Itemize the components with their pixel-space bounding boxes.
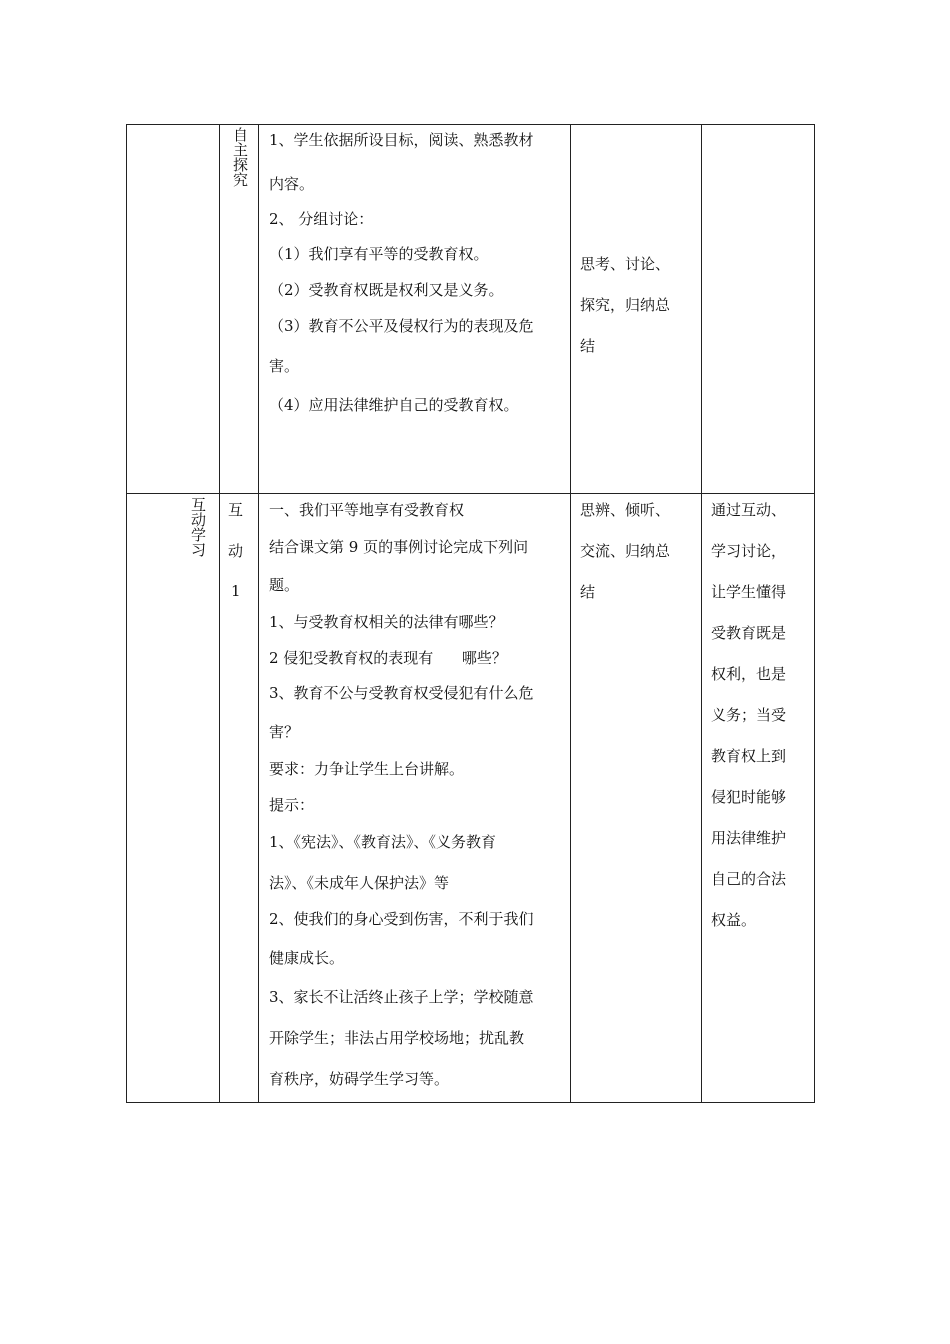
row-divider xyxy=(127,493,814,494)
column-divider-1 xyxy=(219,125,220,1102)
row2-content-line: 一、我们平等地享有受教育权 xyxy=(269,501,465,519)
row2-sub-line: 动 xyxy=(228,542,244,560)
row1-method-text: 自主探究 xyxy=(231,127,249,187)
row2-sub-line: 1 xyxy=(231,582,241,600)
column-divider-2 xyxy=(258,125,259,1102)
row2-content-line: 育秩序，妨碍学生学习等。 xyxy=(269,1070,450,1088)
row2-activity-line: 思辨、倾听、 xyxy=(580,501,671,519)
row1-content-line: （4）应用法律维护自己的受教育权。 xyxy=(269,396,519,414)
column-divider-3 xyxy=(570,125,571,1102)
row2-intent-line: 受教育既是 xyxy=(711,624,787,642)
row1-content-line: 内容。 xyxy=(269,175,315,193)
row2-content-line: 开除学生；非法占用学校场地；扰乱教 xyxy=(269,1029,525,1047)
row2-content-line: 3、教育不公与受教育权受侵犯有什么危 xyxy=(269,684,534,702)
row1-content-line: 1、学生依据所设目标，阅读、熟悉教材 xyxy=(269,131,534,149)
row2-intent-line: 自己的合法 xyxy=(711,870,787,888)
column-divider-4 xyxy=(701,125,702,1102)
lesson-plan-table xyxy=(126,124,815,1103)
row1-content-line: 2、 分组讨论： xyxy=(269,210,374,228)
row2-intent-line: 让学生懂得 xyxy=(711,583,787,601)
row2-intent-line: 权益。 xyxy=(711,911,757,929)
row1-activity-line: 探究，归纳总 xyxy=(580,296,671,314)
row2-content-line: 害？ xyxy=(269,723,300,741)
row1-content-line: （3）教育不公平及侵权行为的表现及危 xyxy=(269,317,534,335)
row1-method-cell xyxy=(231,127,249,187)
row2-stage-text: 互动学习 xyxy=(189,497,207,557)
row2-content-line: 法》、《未成年人保护法》等 xyxy=(269,874,450,892)
row2-sub-line: 互 xyxy=(228,501,244,519)
row2-intent-line: 通过互动、 xyxy=(711,501,787,519)
row1-content-line: （2）受教育权既是权利又是义务。 xyxy=(269,281,504,299)
row2-content-line: 要求：力争让学生上台讲解。 xyxy=(269,760,465,778)
row2-intent-line: 教育权上到 xyxy=(711,747,787,765)
row2-content-line: 2 侵犯受教育权的表现有 哪些？ xyxy=(269,649,507,667)
row2-intent-line: 权利，也是 xyxy=(711,665,787,683)
row2-content-line: 3、家长不让活终止孩子上学；学校随意 xyxy=(269,988,534,1006)
row2-intent-line: 侵犯时能够 xyxy=(711,788,787,806)
row2-content-line: 1、《宪法》、《教育法》、《义务教育 xyxy=(269,833,497,851)
row2-stage-cell xyxy=(189,497,207,557)
row1-activity-line: 结 xyxy=(580,337,596,355)
row2-activity-line: 结 xyxy=(580,583,596,601)
row2-activity-line: 交流、归纳总 xyxy=(580,542,671,560)
row2-content-line: 题。 xyxy=(269,576,300,594)
row2-intent-line: 义务；当受 xyxy=(711,706,787,724)
row1-content-line: 害。 xyxy=(269,357,300,375)
row2-intent-line: 用法律维护 xyxy=(711,829,787,847)
row2-content-line: 2、使我们的身心受到伤害，不利于我们 xyxy=(269,910,534,928)
row2-content-line: 结合课文第 9 页的事例讨论完成下列问 xyxy=(269,538,529,556)
row2-content-line: 1、与受教育权相关的法律有哪些？ xyxy=(269,613,504,631)
row2-content-line: 健康成长。 xyxy=(269,949,345,967)
row2-content-line: 提示： xyxy=(269,796,315,814)
row1-activity-line: 思考、讨论、 xyxy=(580,255,671,273)
row1-content-line: （1）我们享有平等的受教育权。 xyxy=(269,245,489,263)
row2-intent-line: 学习讨论， xyxy=(711,542,787,560)
